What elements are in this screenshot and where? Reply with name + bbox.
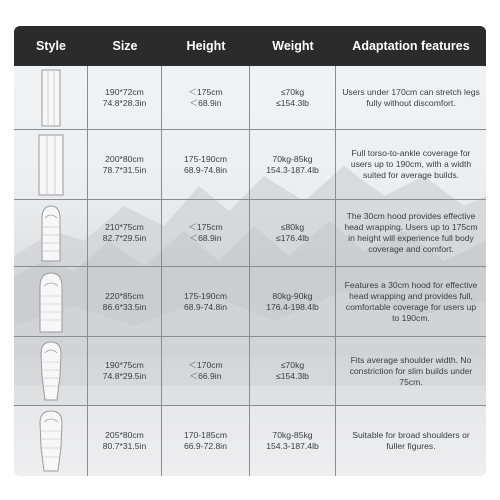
weight-kg: ≤80kg (280, 222, 305, 232)
size-cell (88, 267, 162, 336)
size-cm: 190*72cm (105, 86, 144, 97)
height-cell (162, 130, 250, 199)
weight-kg: 70kg-85kg (272, 153, 313, 164)
weight-kg: ≤70kg (280, 360, 305, 370)
height-cell (162, 200, 250, 266)
table-body (14, 66, 486, 476)
style-cell (14, 406, 88, 476)
weight-lb: ≤154.3lb (276, 97, 309, 108)
size-cell (88, 66, 162, 129)
size-in: 86.6*33.5in (102, 301, 147, 312)
header-size: Size (112, 39, 138, 53)
header-height: Height (186, 39, 226, 53)
header-weight: Weight (272, 39, 314, 53)
mummy-sleeping-bag-icon (38, 409, 64, 473)
weight-kg: 70kg-85kg (272, 430, 313, 440)
features-cell: The 30cm hood provides effective head wrapping. Users up to 175cm in height will experience full body coverage and comfort. (344, 211, 478, 254)
height-cell (162, 267, 250, 336)
height-in: 68.9-74.8in (183, 164, 227, 175)
size-in: 74.8*28.3in (102, 97, 147, 108)
height-cell (162, 406, 250, 476)
table-row (14, 337, 486, 406)
weight-lb: 176.4-198.4lb (266, 301, 319, 312)
weight-lb: ≤176.4lb (276, 233, 309, 243)
weight-lb: 154.3-187.4lb (266, 164, 319, 175)
size-in: 82.7*29.5in (102, 233, 147, 243)
size-cm: 200*80cm (105, 153, 144, 164)
size-cell (88, 200, 162, 266)
size-cell (88, 337, 162, 405)
height-cm: 175-190cm (183, 290, 227, 301)
style-cell (14, 130, 88, 199)
features-cell: Suitable for broad shoulders or fuller figures. (352, 430, 470, 451)
size-cell (88, 406, 162, 476)
features-cell: Full torso-to-ankle coverage for users up to 190cm, with a width suited for average builds. (350, 148, 472, 180)
style-cell (14, 200, 88, 266)
height-cm: 170-185cm (183, 430, 227, 440)
size-cm: 220*85cm (105, 290, 144, 301)
size-cm: 205*80cm (105, 430, 144, 440)
weight-lb: 154.3-187.4lb (266, 441, 319, 451)
table-header (14, 26, 486, 66)
weight-cell (250, 200, 336, 266)
rectangle-sleeping-bag-icon (41, 69, 61, 127)
height-in: ＜68.9in (189, 97, 222, 108)
table-row (14, 130, 486, 200)
weight-cell (250, 337, 336, 405)
header-style: Style (36, 39, 66, 53)
weight-cell (250, 130, 336, 199)
weight-cell (250, 406, 336, 476)
table-row (14, 200, 486, 267)
height-cm: ＜175cm (188, 222, 223, 232)
mummy-sleeping-bag-icon (39, 340, 63, 402)
height-in: ＜68.9in (189, 233, 222, 243)
size-chart-table (14, 26, 486, 476)
features-cell: Features a 30cm hood for effective head wrapping and provides full, comfortable coverage for users up to 190cm. (344, 279, 478, 323)
weight-cell (250, 267, 336, 336)
height-in: 66.9-72.8in (183, 441, 227, 451)
features-cell: Fits average shoulder width. No constriction for slim builds under 75cm. (349, 354, 473, 387)
hooded-rectangle-sleeping-bag-icon (40, 203, 62, 263)
table-row (14, 406, 486, 476)
size-cell (88, 130, 162, 199)
height-cm: ＜175cm (188, 86, 223, 97)
weight-kg: ≤70kg (280, 86, 305, 97)
height-cell (162, 66, 250, 129)
hooded-rectangle-sleeping-bag-icon (38, 270, 64, 334)
weight-lb: ≤154.3lb (276, 371, 309, 381)
style-cell (14, 337, 88, 405)
weight-cell (250, 66, 336, 129)
style-cell (14, 267, 88, 336)
size-cm: 210*75cm (105, 222, 144, 232)
height-in: ＜66.9in (189, 371, 222, 381)
height-in: 68.9-74.8in (183, 301, 227, 312)
height-cm: 175-190cm (183, 153, 227, 164)
header-adaptation-features: Adaptation features (352, 39, 470, 53)
rectangle-sleeping-bag-icon (38, 134, 64, 196)
size-cm: 190*75cm (105, 360, 144, 370)
size-in: 78.7*31.5in (102, 164, 147, 175)
height-cm: ＜170cm (188, 360, 223, 370)
table-row (14, 66, 486, 130)
weight-kg: 80kg-90kg (272, 290, 313, 301)
size-in: 80.7*31.5in (102, 441, 147, 451)
size-in: 74.8*29.5in (102, 371, 147, 381)
table-row (14, 267, 486, 337)
height-cell (162, 337, 250, 405)
features-cell: Users under 170cm can stretch legs fully without discomfort. (342, 86, 480, 108)
style-cell (14, 66, 88, 129)
